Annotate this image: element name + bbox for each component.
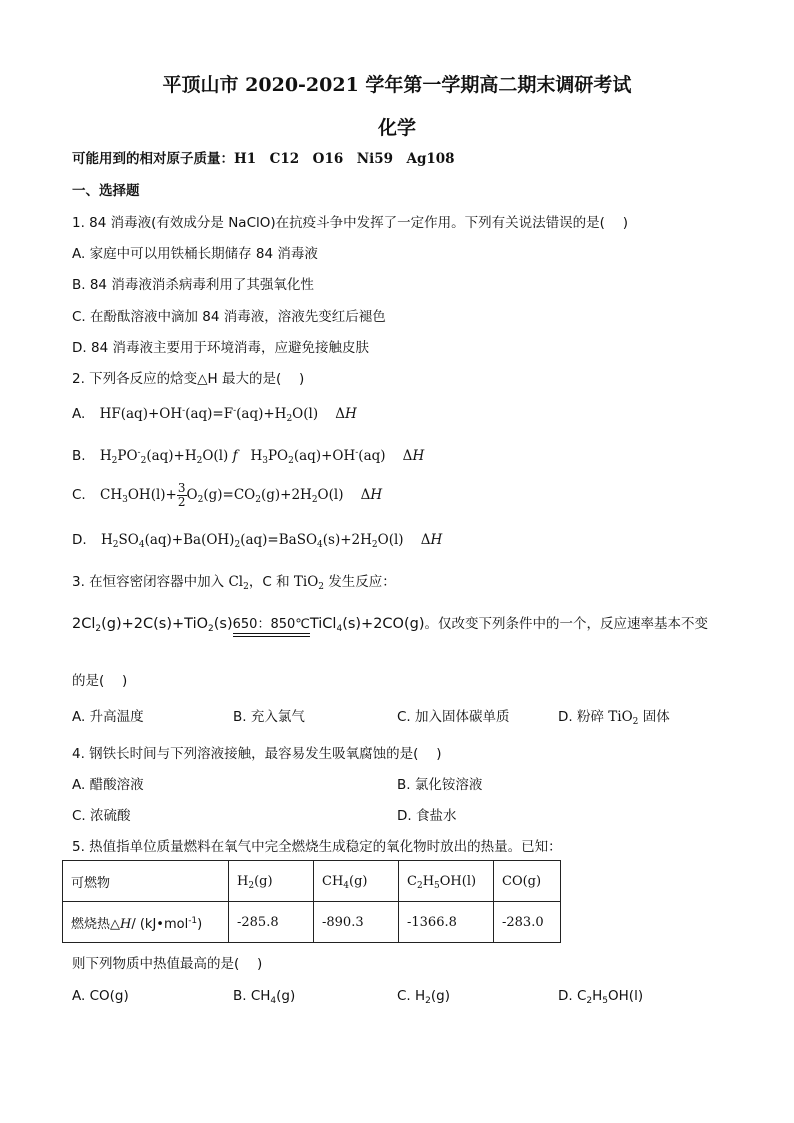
q2-option-c: C. $CH_3OH(l)+$ $\frac{3}{2}$ $O_2(g)=CO_2(g)+2H_2O(l)$ ΔH <box>72 481 383 509</box>
q2-c-fraction: $\frac{3}{2}$ <box>177 481 186 509</box>
q2-stem: 2. 下列各反应的焓变△H 最大的是( ) <box>72 371 305 387</box>
section-heading: 一、选择题 <box>72 183 140 199</box>
q1-option-c: C. 在酚酞溶液中滴加 84 消毒液，溶液先变红后褪色 <box>72 309 386 325</box>
q3-equation: $2Cl_2(g)+2C(s)+TiO_2(s)$ 650：850℃ TiCl$_4$(s)+2CO(g)。仅改变下列条件中的一个，反应速率基本不变 <box>72 612 708 637</box>
table-cell: $CH_4(g)$ <box>314 861 399 902</box>
reaction-condition: 650：850℃ <box>233 617 310 637</box>
table-row <box>63 902 561 943</box>
table-cell: $H_2(g)$ <box>229 861 314 902</box>
table-cell: -285.8 <box>229 902 314 943</box>
q2-option-b: B. $H_2PO^-_2(aq)+H_2O(l)$ f $H_3PO_2(aq)+OH^-(aq)$ ΔH <box>72 448 425 466</box>
q3-option-a: A. 升高温度 <box>72 709 144 725</box>
q5-option-c: C. $H_2(g)$ <box>397 988 451 1006</box>
q2-d-label: D. <box>72 532 87 548</box>
table-header-label: 可燃物 <box>63 861 229 902</box>
combustion-table <box>62 860 561 943</box>
q1-stem: 1. 84 消毒液(有效成分是 NaClO)在抗疫斗争中发挥了一定作用。下列有关说法错误的是( ) <box>72 215 628 231</box>
table-cell: CO(g) <box>494 861 561 902</box>
q3-option-d: D. 粉碎 TiO$_2$ 固体 <box>558 709 670 727</box>
q2-b-label: B. <box>72 448 86 464</box>
q3-option-c: C. 加入固体碳单质 <box>397 709 510 725</box>
q2-a-label: A. <box>72 406 86 422</box>
subject-title: 化学 <box>377 117 416 139</box>
q1-option-b: B. 84 消毒液消杀病毒利用了其强氧化性 <box>72 277 314 293</box>
q3-stem-end: 的是( ) <box>72 673 128 689</box>
table-row-label: 燃烧热△H/ (kJ•mol$^{-1}$) <box>63 902 229 943</box>
page-title: 平顶山市 2020-2021 学年第一学期高二期末调研考试 <box>162 74 632 96</box>
q2-option-d: D. $H_2SO_4(aq)+Ba(OH)_2(aq)=BaSO_4(s)+2H_2O(l)$ ΔH <box>72 532 443 550</box>
q5-option-b: B. $CH_4(g)$ <box>233 988 296 1006</box>
q5-option-d: D. $C_2H_5OH(l)$ <box>558 988 644 1006</box>
q5-followup: 则下列物质中热值最高的是( ) <box>72 956 263 972</box>
table-cell: $C_2H_5OH(l)$ <box>399 861 494 902</box>
q4-option-a: A. 醋酸溶液 <box>72 777 144 793</box>
table-row <box>63 861 561 902</box>
q4-option-d: D. 食盐水 <box>397 808 457 824</box>
q5-stem: 5. 热值指单位质量燃料在氧气中完全燃烧生成稳定的氧化物时放出的热量。已知： <box>72 839 562 855</box>
q3-option-b: B. 充入氯气 <box>233 709 305 725</box>
q3-stem: 3. 在恒容密闭容器中加入 $Cl_2$，C 和 TiO$_2$ 发生反应： <box>72 574 396 592</box>
q4-option-c: C. 浓硫酸 <box>72 808 131 824</box>
table-cell: -1366.8 <box>399 902 494 943</box>
q5-option-a: A. CO(g) <box>72 988 129 1004</box>
q4-option-b: B. 氯化铵溶液 <box>397 777 483 793</box>
q2-c-label: C. <box>72 487 86 503</box>
q2-option-a: A. $HF(aq)+OH^-(aq)=F^-(aq)+H_2O(l)$ ΔH <box>72 406 357 424</box>
q4-stem: 4. 钢铁长时间与下列溶液接触，最容易发生吸氧腐蚀的是( ) <box>72 746 442 762</box>
table-cell: -283.0 <box>494 902 561 943</box>
atomic-masses: 可能用到的相对原子质量：H1 C12 O16 Ni59 Ag108 <box>72 151 455 167</box>
table-cell: -890.3 <box>314 902 399 943</box>
q1-option-d: D. 84 消毒液主要用于环境消毒，应避免接触皮肤 <box>72 340 369 356</box>
q1-option-a: A. 家庭中可以用铁桶长期储存 84 消毒液 <box>72 246 318 262</box>
